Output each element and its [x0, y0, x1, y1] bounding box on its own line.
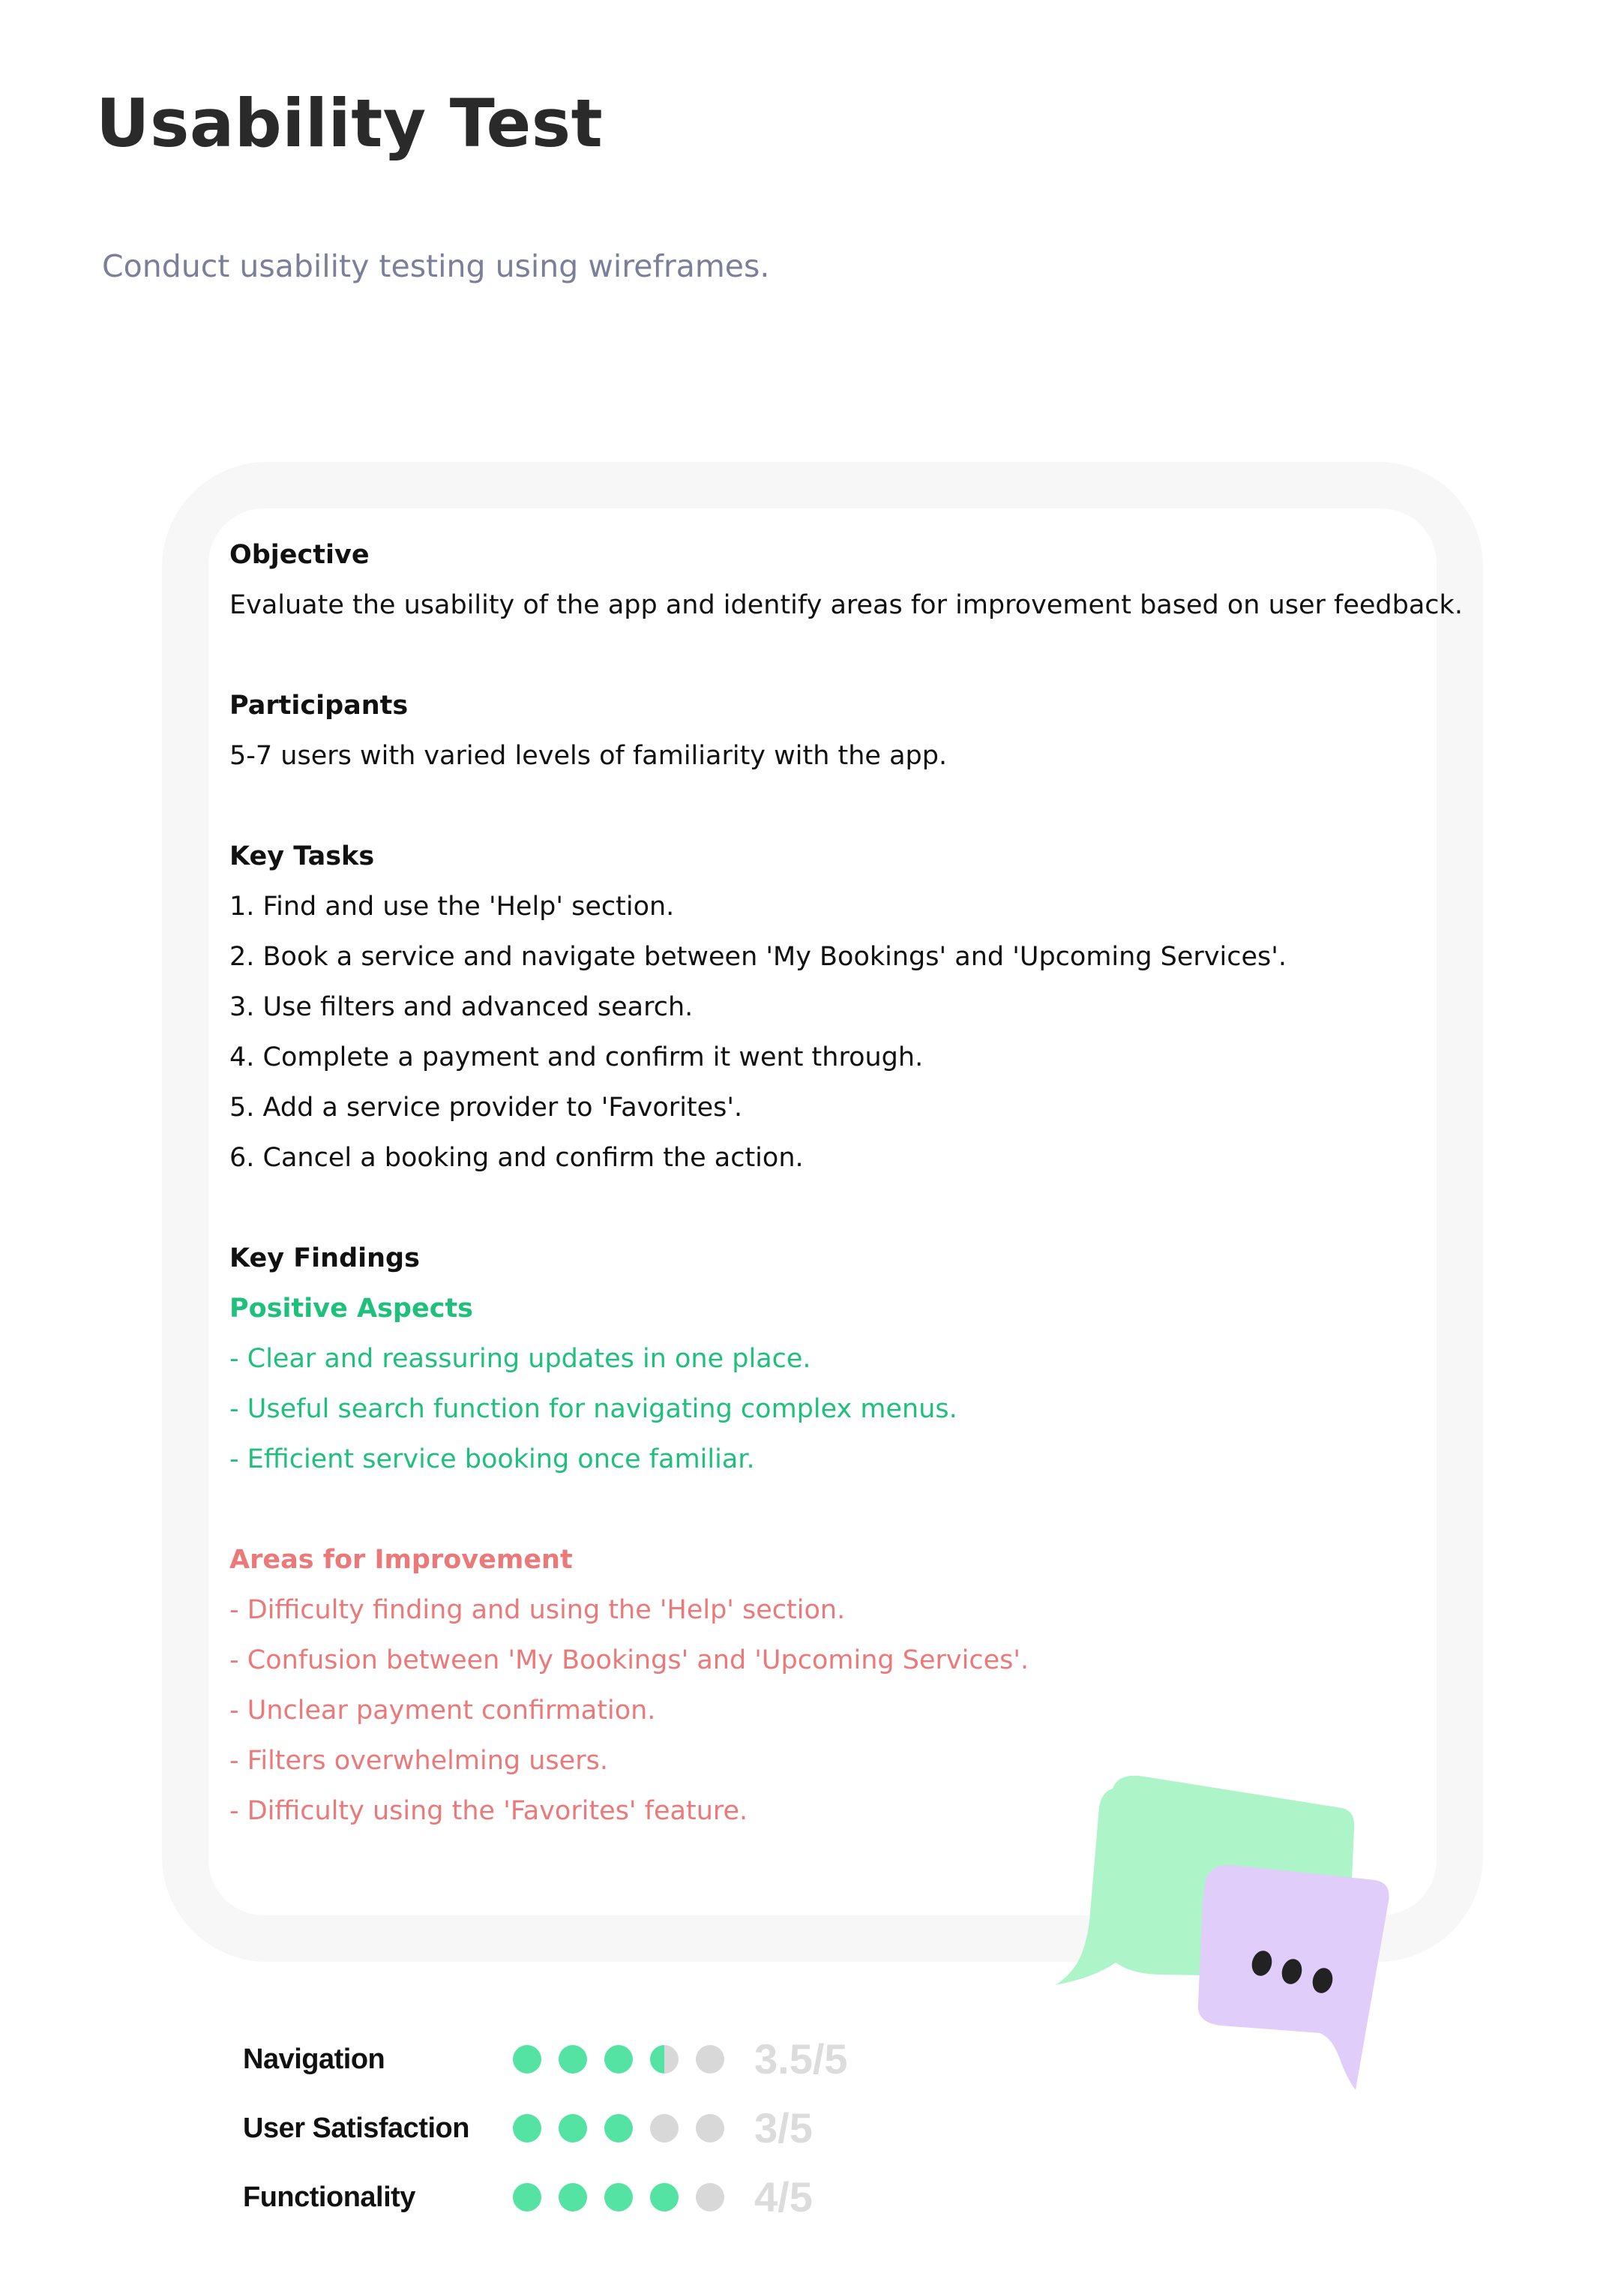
participants-text: 5-7 users with varied levels of familiarity with the app.	[229, 741, 948, 771]
participants-heading: Participants	[229, 691, 409, 721]
objective-section	[229, 530, 1463, 631]
rating-label: Navigation	[243, 2044, 385, 2075]
rating-dot	[559, 2045, 587, 2074]
rating-score: 3/5	[754, 2104, 813, 2152]
rating-dot	[650, 2045, 679, 2074]
card-content	[229, 530, 1463, 1887]
objective-text: Evaluate the usability of the app and identify areas for improvement based on user feedback.	[229, 590, 1463, 620]
key-findings-section	[229, 1234, 1444, 1485]
rating-dot	[604, 2045, 633, 2074]
page-subtitle: Conduct usability testing using wireframes.	[102, 248, 770, 284]
rating-dot	[559, 2183, 587, 2212]
improvement-item: - Difficulty using the 'Favorites' feature.	[229, 1796, 748, 1826]
rating-dot	[696, 2045, 724, 2074]
positive-aspects-heading: Positive Aspects	[229, 1294, 474, 1324]
rating-row	[243, 2094, 918, 2163]
rating-label: User Satisfaction	[243, 2113, 469, 2144]
improvement-heading: Areas for Improvement	[229, 1545, 573, 1575]
rating-row	[243, 2025, 918, 2094]
participants-section	[229, 681, 1444, 781]
rating-dot	[650, 2183, 679, 2212]
improvement-item: - Difficulty finding and using the 'Help' section.	[229, 1595, 846, 1625]
task-item: 5. Add a service provider to 'Favorites'.	[229, 1093, 743, 1123]
improvement-item: - Confusion between 'My Bookings' and 'Upcoming Services'.	[229, 1645, 1029, 1675]
improvement-item: - Unclear payment confirmation.	[229, 1696, 656, 1726]
positive-item: - Useful search function for navigating complex menus.	[229, 1394, 957, 1424]
page-title: Usability Test	[96, 85, 604, 162]
rating-dot	[650, 2114, 679, 2143]
task-item: 3. Use filters and advanced search.	[229, 992, 694, 1022]
rating-row	[243, 2163, 918, 2232]
rating-label: Functionality	[243, 2182, 415, 2213]
rating-dot	[604, 2183, 633, 2212]
rating-dot	[513, 2183, 541, 2212]
rating-dot	[559, 2114, 587, 2143]
rating-dot	[696, 2114, 724, 2143]
task-item: 4. Complete a payment and confirm it went through.	[229, 1042, 924, 1072]
improvement-item: - Filters overwhelming users.	[229, 1746, 608, 1776]
task-item: 2. Book a service and navigate between 'My Bookings' and 'Upcoming Services'.	[229, 942, 1287, 972]
rating-score: 3.5/5	[754, 2035, 848, 2083]
rating-dot	[696, 2183, 724, 2212]
rating-dot	[604, 2114, 633, 2143]
rating-dot	[513, 2045, 541, 2074]
positive-item: - Clear and reassuring updates in one place.	[229, 1344, 811, 1374]
positive-item: - Efficient service booking once familiar.	[229, 1444, 755, 1474]
task-item: 6. Cancel a booking and confirm the action.	[229, 1143, 804, 1173]
chat-bubbles-icon	[1050, 1766, 1395, 2111]
objective-heading: Objective	[229, 540, 370, 570]
key-tasks-section	[229, 832, 1444, 1183]
ratings-panel	[243, 2025, 918, 2232]
rating-dot	[513, 2114, 541, 2143]
key-tasks-heading: Key Tasks	[229, 841, 375, 871]
task-item: 1. Find and use the 'Help' section.	[229, 892, 675, 922]
key-findings-heading: Key Findings	[229, 1243, 420, 1273]
rating-score: 4/5	[754, 2173, 813, 2221]
